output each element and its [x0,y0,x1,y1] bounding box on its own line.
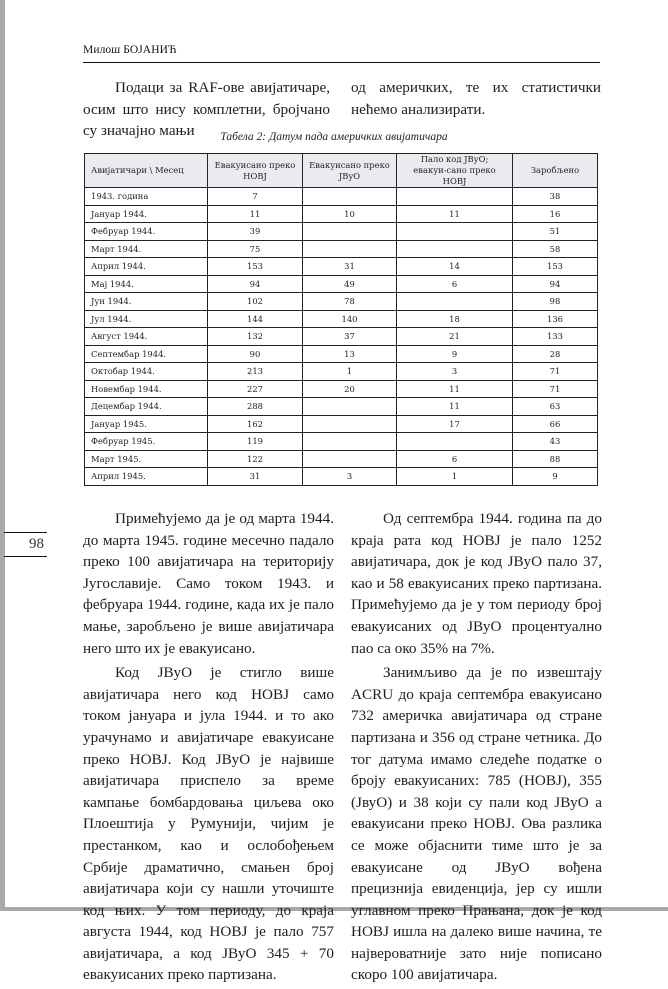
table-row [85,433,598,451]
cell-captured: 88 [513,450,598,468]
cell-evacuated-jvuo: 20 [303,380,397,398]
cell-captured: 38 [513,188,598,206]
cell-evacuated-novj: 213 [208,363,303,381]
cell-evacuated-jvuo [303,188,397,206]
intro-column-right [351,77,601,123]
cell-fell-jvuo-evacuated-novj [397,293,513,311]
table-row [85,450,598,468]
cell-month: Јануар 1944. [85,205,208,223]
cell-evacuated-novj: 288 [208,398,303,416]
cell-month: Јануар 1945. [85,415,208,433]
table-row [85,240,598,258]
cell-evacuated-novj: 162 [208,415,303,433]
cell-fell-jvuo-evacuated-novj [397,433,513,451]
cell-month: Март 1945. [85,450,208,468]
cell-evacuated-novj: 11 [208,205,303,223]
cell-captured: 63 [513,398,598,416]
cell-month: Новембар 1944. [85,380,208,398]
cell-fell-jvuo-evacuated-novj [397,223,513,241]
cell-evacuated-novj: 7 [208,188,303,206]
cell-month: Август 1944. [85,328,208,346]
cell-evacuated-novj: 132 [208,328,303,346]
table-body [85,188,598,486]
cell-captured: 94 [513,275,598,293]
cell-evacuated-jvuo: 3 [303,468,397,486]
table-row [85,310,598,328]
cell-captured: 98 [513,293,598,311]
cell-fell-jvuo-evacuated-novj: 11 [397,205,513,223]
cell-captured: 136 [513,310,598,328]
cell-evacuated-jvuo: 1 [303,363,397,381]
intro-paragraph-right: од америчких, те их статистички нећемо анализирати. [351,79,601,118]
cell-fell-jvuo-evacuated-novj: 18 [397,310,513,328]
cell-fell-jvuo-evacuated-novj: 9 [397,345,513,363]
table-row [85,363,598,381]
cell-month: Јул 1944. [85,310,208,328]
header-month: Авијатичари \ Месец [85,154,208,188]
table-row [85,258,598,276]
table-row [85,398,598,416]
cell-evacuated-novj: 144 [208,310,303,328]
table-row [85,275,598,293]
cell-evacuated-jvuo [303,433,397,451]
cell-month: Септембар 1944. [85,345,208,363]
header-evacuated-novj: Евакуисано преко НОВЈ [208,154,303,188]
cell-evacuated-novj: 119 [208,433,303,451]
body-column-right [351,508,602,989]
cell-evacuated-jvuo [303,398,397,416]
cell-evacuated-jvuo: 13 [303,345,397,363]
body-paragraph: Занимљиво да је по извештају ACRU до краја септембра евакуисано 732 америчка авијатичара од стране партизана и 356 од стране четника. До тог датума имамо следеће податке о броју евакуисаних: 785 (НОВЈ), 355 (ЈвуО) и 38 који су пали код ЈВуО а евакуисани преко НОВЈ. Ова разлика се може објаснити тиме што је за евакуисане од ЈВуО вођена прецизнија евиденција, јер су ишли углавном преко Прањана, док је код НОВЈ ишла на далеко више начина, те највероватније зато није пописано скоро 100 авијатичара. [351,664,602,984]
table-row [85,380,598,398]
cell-captured: 153 [513,258,598,276]
table-row [85,205,598,223]
body-paragraph: Примећујемо да је од марта 1944. до марта 1945. године месечно падало преко 100 авијатичара на територију Југославије. Само током 1943. и фебруара 1944. године, када их је пало мање, заробљено је више авијатичара него што их је евакуисано. [83,510,334,657]
cell-captured: 28 [513,345,598,363]
cell-month: Мај 1944. [85,275,208,293]
table-row [85,415,598,433]
cell-month: Фебруар 1945. [85,433,208,451]
cell-month: Октобар 1944. [85,363,208,381]
cell-month: 1943. година [85,188,208,206]
table-row [85,328,598,346]
cell-fell-jvuo-evacuated-novj: 11 [397,380,513,398]
header-fell-jvuo-evacuated-novj: Пало код ЈВуО; евакуи-сано преко НОВЈ [397,154,513,188]
cell-captured: 16 [513,205,598,223]
cell-month: Април 1945. [85,468,208,486]
header-captured: Заробљено [513,154,598,188]
cell-fell-jvuo-evacuated-novj: 3 [397,363,513,381]
page-number-rule-top [4,532,47,533]
cell-fell-jvuo-evacuated-novj: 6 [397,450,513,468]
cell-evacuated-novj: 90 [208,345,303,363]
table-caption: Табела 2: Датум пада америчких авијатичара [220,131,448,143]
table-row [85,345,598,363]
cell-month: Март 1944. [85,240,208,258]
aviators-table [84,153,598,486]
running-head-author: Милош БОЈАНИЋ [83,44,177,56]
body-column-left [83,508,334,989]
cell-evacuated-novj: 102 [208,293,303,311]
cell-captured: 9 [513,468,598,486]
cell-evacuated-jvuo: 78 [303,293,397,311]
cell-evacuated-novj: 31 [208,468,303,486]
cell-fell-jvuo-evacuated-novj: 1 [397,468,513,486]
cell-evacuated-novj: 227 [208,380,303,398]
cell-month: Децембар 1944. [85,398,208,416]
cell-fell-jvuo-evacuated-novj: 14 [397,258,513,276]
cell-captured: 51 [513,223,598,241]
table-header-row [85,154,598,188]
cell-evacuated-jvuo [303,415,397,433]
table-row [85,223,598,241]
cell-fell-jvuo-evacuated-novj: 6 [397,275,513,293]
cell-evacuated-jvuo: 49 [303,275,397,293]
cell-evacuated-novj: 122 [208,450,303,468]
cell-fell-jvuo-evacuated-novj: 17 [397,415,513,433]
cell-evacuated-jvuo [303,240,397,258]
cell-fell-jvuo-evacuated-novj: 21 [397,328,513,346]
cell-evacuated-jvuo: 10 [303,205,397,223]
cell-captured: 58 [513,240,598,258]
cell-month: Фебруар 1944. [85,223,208,241]
cell-fell-jvuo-evacuated-novj: 11 [397,398,513,416]
cell-evacuated-novj: 153 [208,258,303,276]
cell-evacuated-novj: 94 [208,275,303,293]
table-row [85,293,598,311]
table-row [85,468,598,486]
cell-fell-jvuo-evacuated-novj [397,188,513,206]
cell-evacuated-jvuo: 37 [303,328,397,346]
cell-month: Април 1944. [85,258,208,276]
cell-evacuated-novj: 75 [208,240,303,258]
cell-evacuated-jvuo: 140 [303,310,397,328]
cell-captured: 71 [513,363,598,381]
cell-captured: 71 [513,380,598,398]
cell-evacuated-jvuo [303,450,397,468]
cell-month: Јун 1944. [85,293,208,311]
header-rule [83,62,600,63]
body-paragraph: Код ЈВуО је стигло више авијатичара него код НОВЈ само током јануара и јула 1944. и то ако урачунамо и авијатичаре евакуисане преко НОВЈ. Код ЈВуО је највише авијатичара приспело за време кампање бомбардовања циљева око Плоештија у Румунији, чијим је престанком, као и ослобођењем Србије драматично, смањен број авијатичара који су нашли уточиште код њих. У том периоду, до краја августа 1944, код НОВЈ је пало 757 авијатичара, а код ЈВуО 345 + 70 евакуисаних преко партизана. [83,664,334,984]
body-paragraph: Од септембра 1944. година па до краја рата код НОВЈ је пало 1252 авијатичара, док је код ЈВуО пало 37, као и 58 евакуисаних преко партизана. Примећујемо да је у том периоду број евакуисаних од ЈВуО процентуално пао са око 35% на 7%. [351,510,602,657]
cell-captured: 133 [513,328,598,346]
cell-captured: 66 [513,415,598,433]
cell-evacuated-jvuo [303,223,397,241]
page-number: 98 [29,536,44,552]
page-number-rule-bottom [4,556,47,557]
cell-evacuated-jvuo: 31 [303,258,397,276]
cell-fell-jvuo-evacuated-novj [397,240,513,258]
table-row [85,188,598,206]
intro-paragraph-left: Подаци за RAF-ове авијатичаре, осим што нису комплетни, бројчано су значајно мањи [83,79,330,140]
cell-captured: 43 [513,433,598,451]
cell-evacuated-novj: 39 [208,223,303,241]
header-evacuated-jvuo: Евакуисано преко ЈВуО [303,154,397,188]
